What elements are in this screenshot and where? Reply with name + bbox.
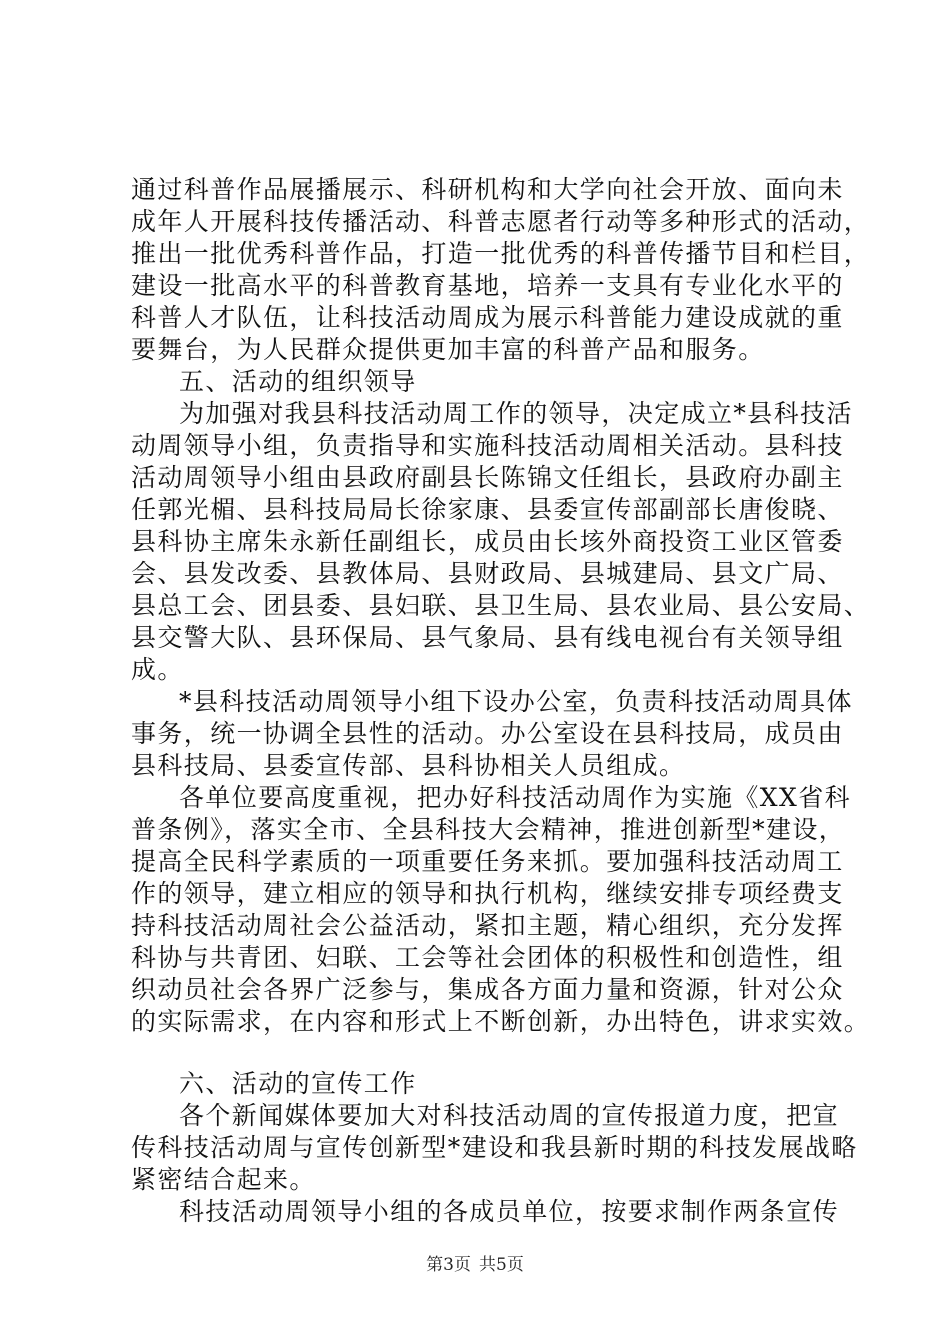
text-line: 持科技活动周社会公益活动，紧扣主题，精心组织，充分发挥 bbox=[131, 911, 844, 940]
text-line: 活动周领导小组由县政府副县长陈锦文任组长，县政府办副主 bbox=[131, 463, 844, 492]
text-line: 织动员社会各界广泛参与，集成各方面力量和资源，针对公众 bbox=[131, 975, 844, 1004]
paragraph-gap bbox=[131, 1038, 831, 1068]
page-footer bbox=[0, 1253, 950, 1277]
section-heading-5: 五、活动的组织领导 bbox=[179, 367, 417, 396]
page-number: 第3页 bbox=[426, 1255, 471, 1275]
text-line: 作的领导，建立相应的领导和执行机构，继续安排专项经费支 bbox=[131, 879, 844, 908]
text-line: 的实际需求，在内容和形式上不断创新，办出特色，讲求实效。 bbox=[131, 1007, 871, 1036]
text-line: 建设一批高水平的科普教育基地，培养一支具有专业化水平的 bbox=[131, 271, 844, 300]
text-line: 动周领导小组，负责指导和实施科技活动周相关活动。县科技 bbox=[131, 431, 844, 460]
page-total: 共5页 bbox=[479, 1255, 524, 1275]
text-line: 为加强对我县科技活动周工作的领导，决定成立*县科技活 bbox=[179, 399, 853, 428]
text-line: 事务，统一协调全县性的活动。办公室设在县科技局，成员由 bbox=[131, 719, 844, 748]
text-line: 成。 bbox=[131, 655, 184, 684]
text-line: 各单位要高度重视，把办好科技活动周作为实施《XX省科 bbox=[179, 783, 851, 812]
text-line: 县科技局、县委宣传部、县科协相关人员组成。 bbox=[131, 751, 686, 780]
text-line: 科普人才队伍，让科技活动周成为展示科普能力建设成就的重 bbox=[131, 303, 844, 332]
text-line: *县科技活动周领导小组下设办公室，负责科技活动周具体 bbox=[179, 687, 853, 716]
text-line: 传科技活动周与宣传创新型*建设和我县新时期的科技发展战略 bbox=[131, 1133, 858, 1162]
text-line: 任郭光楣、县科技局局长徐家康、县委宣传部副部长唐俊晓、 bbox=[131, 495, 844, 524]
text-line: 各个新闻媒体要加大对科技活动周的宣传报道力度，把宣 bbox=[179, 1101, 840, 1130]
text-line: 科协与共青团、妇联、工会等社会团体的积极性和创造性，组 bbox=[131, 943, 844, 972]
text-line: 县交警大队、县环保局、县气象局、县有线电视台有关领导组 bbox=[131, 623, 844, 652]
text-line: 会、县发改委、县教体局、县财政局、县城建局、县文广局、 bbox=[131, 559, 844, 588]
document-body bbox=[131, 174, 871, 1228]
text-line: 通过科普作品展播展示、科研机构和大学向社会开放、面向未 bbox=[131, 175, 844, 204]
text-line: 成年人开展科技传播活动、科普志愿者行动等多种形式的活动， bbox=[131, 207, 871, 236]
text-line: 科技活动周领导小组的各成员单位，按要求制作两条宣传 bbox=[179, 1197, 840, 1226]
text-line: 普条例》，落实全市、全县科技大会精神，推进创新型*建设， bbox=[131, 815, 846, 844]
text-line: 提高全民科学素质的一项重要任务来抓。要加强科技活动周工 bbox=[131, 847, 844, 876]
text-line: 县总工会、团县委、县妇联、县卫生局、县农业局、县公安局、 bbox=[131, 591, 871, 620]
text-line: 要舞台，为人民群众提供更加丰富的科普产品和服务。 bbox=[131, 335, 765, 364]
section-heading-6: 六、活动的宣传工作 bbox=[179, 1069, 417, 1098]
text-line: 县科协主席朱永新任副组长，成员由长垓外商投资工业区管委 bbox=[131, 527, 844, 556]
text-line: 推出一批优秀科普作品，打造一批优秀的科普传播节目和栏目， bbox=[131, 239, 871, 268]
text-line: 紧密结合起来。 bbox=[131, 1165, 316, 1194]
